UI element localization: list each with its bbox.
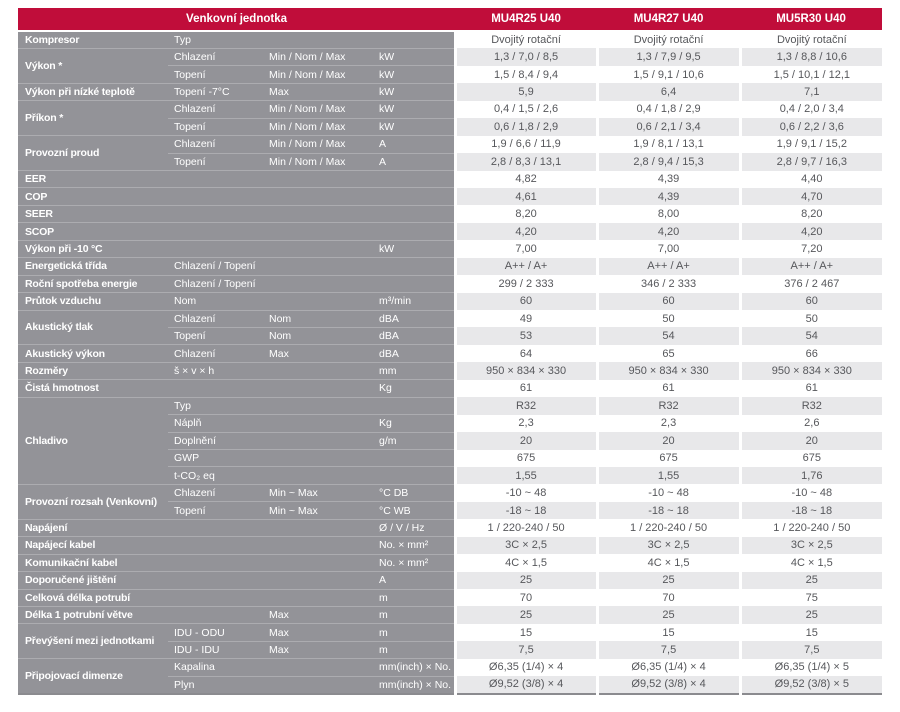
unit-cell: kW [373,101,455,118]
value-cell: -18 ~ 18 [597,502,740,519]
value-cell: 4,82 [455,171,597,188]
value-cell: 4C × 1,5 [597,554,740,571]
value-cell: 1,9 / 9,1 / 15,2 [740,136,882,153]
row-label: Komunikační kabel [18,554,373,571]
value-cell: 2,8 / 9,4 / 15,3 [597,153,740,170]
row-label: Provozní proud [18,136,168,171]
value-cell: 1 / 220-240 / 50 [455,519,597,536]
value-cell: 70 [597,589,740,606]
sub-label-cell: Nom [168,293,373,310]
value-cell: 75 [740,589,882,606]
unit-cell: Kg [373,415,455,432]
value-cell: 50 [597,310,740,327]
value-cell: 7,20 [740,240,882,257]
value-cell: A++ / A+ [740,258,882,275]
table-row [18,171,882,188]
table-row [18,240,882,257]
value-cell: 61 [455,380,597,397]
row-label: Doporučené jištění [18,572,373,589]
sub-label-cell: Min / Nom / Max [263,153,373,170]
sub-label-cell: Min / Nom / Max [263,118,373,135]
value-cell: 950 × 834 × 330 [740,362,882,379]
value-cell: Ø9,52 (3/8) × 4 [597,676,740,693]
value-cell: 1,55 [597,467,740,484]
value-cell: 299 / 2 333 [455,275,597,292]
sub-label-cell: Chlazení / Topení [168,258,455,275]
table-row [18,380,882,397]
value-cell: 7,00 [597,240,740,257]
unit-cell: kW [373,83,455,100]
table-row [18,83,882,100]
value-cell: 15 [597,624,740,641]
value-cell: 4,40 [740,171,882,188]
value-cell: 950 × 834 × 330 [597,362,740,379]
unit-cell: m [373,624,455,641]
value-cell: Ø9,52 (3/8) × 5 [740,676,882,693]
sub-label-cell: IDU - IDU [168,641,263,658]
value-cell: 7,00 [455,240,597,257]
sub-label-cell: Min / Nom / Max [263,66,373,83]
value-cell: 2,3 [455,415,597,432]
sub-label-cell: Min / Nom / Max [263,48,373,65]
value-cell: 7,5 [455,641,597,658]
unit-cell: A [373,153,455,170]
table-row [18,205,882,222]
row-label: Provozní rozsah (Venkovní) [18,484,168,519]
sub-label-cell: Topení [168,66,263,83]
value-cell: 675 [455,450,597,467]
model-column-header-2: MU4R27 U40 [597,8,740,31]
table-row [18,31,882,48]
value-cell: 7,1 [740,83,882,100]
value-cell: A++ / A+ [597,258,740,275]
value-cell: 7,5 [597,641,740,658]
value-cell: 0,6 / 2,2 / 3,6 [740,118,882,135]
table-row [18,258,882,275]
value-cell: 6,4 [597,83,740,100]
value-cell: 4,39 [597,188,740,205]
unit-cell: mm(inch) × No. [373,676,455,693]
value-cell: 1,3 / 7,0 / 8,5 [455,48,597,65]
value-cell: 53 [455,327,597,344]
value-cell: 61 [597,380,740,397]
row-label: Průtok vzduchu [18,293,168,310]
unit-cell: dBA [373,345,455,362]
value-cell: Dvojitý rotační [597,31,740,48]
table-row [18,484,882,501]
value-cell: 675 [597,450,740,467]
value-cell: 65 [597,345,740,362]
sub-label-cell: Max [263,624,373,641]
table-row [18,554,882,571]
value-cell: 50 [740,310,882,327]
unit-cell: m [373,641,455,658]
table-body [18,31,882,694]
value-cell: -18 ~ 18 [455,502,597,519]
value-cell: 1,76 [740,467,882,484]
value-cell: Ø6,35 (1/4) × 4 [455,659,597,676]
value-cell: 4,39 [597,171,740,188]
value-cell: 70 [455,589,597,606]
unit-cell: °C DB [373,484,455,501]
value-cell: -18 ~ 18 [740,502,882,519]
value-cell: 61 [740,380,882,397]
value-cell: 25 [455,572,597,589]
value-cell: 2,8 / 8,3 / 13,1 [455,153,597,170]
row-label: Energetická třída [18,258,168,275]
unit-cell: No. × mm² [373,554,455,571]
value-cell: 20 [740,432,882,449]
row-label: Výkon při nízké teplotě [18,83,168,100]
value-cell: 25 [597,606,740,623]
value-cell: 0,6 / 1,8 / 2,9 [455,118,597,135]
unit-cell: dBA [373,310,455,327]
value-cell: Dvojitý rotační [740,31,882,48]
table-row [18,345,882,362]
sub-label-cell: Nom [263,310,373,327]
row-label: Chladivo [18,397,168,484]
value-cell: 4,20 [740,223,882,240]
value-cell: 0,4 / 1,8 / 2,9 [597,101,740,118]
row-label: Napájecí kabel [18,537,373,554]
row-label: Akustický tlak [18,310,168,345]
value-cell: A++ / A+ [455,258,597,275]
unit-cell: Kg [373,380,455,397]
sub-label-cell: Plyn [168,676,373,693]
value-cell: 60 [597,293,740,310]
value-cell: 2,8 / 9,7 / 16,3 [740,153,882,170]
value-cell: 1,3 / 7,9 / 9,5 [597,48,740,65]
row-label: COP [18,188,455,205]
value-cell: -10 ~ 48 [740,484,882,501]
value-cell: R32 [740,397,882,414]
value-cell: 49 [455,310,597,327]
sub-label-cell: GWP [168,450,455,467]
value-cell: 8,00 [597,205,740,222]
unit-cell: mm(inch) × No. [373,659,455,676]
table-row [18,624,882,641]
value-cell: 0,4 / 2,0 / 3,4 [740,101,882,118]
row-label: Akustický výkon [18,345,168,362]
sub-label-cell: Nom [263,327,373,344]
unit-cell: kW [373,240,455,257]
unit-cell: No. × mm² [373,537,455,554]
value-cell: 4,70 [740,188,882,205]
value-cell: 64 [455,345,597,362]
value-cell: 25 [597,572,740,589]
unit-cell: A [373,572,455,589]
row-label: SCOP [18,223,455,240]
row-label: Napájení [18,519,373,536]
value-cell: 1,5 / 10,1 / 12,1 [740,66,882,83]
unit-cell: mm [373,362,455,379]
value-cell: 54 [740,327,882,344]
row-label: Převýšení mezi jednotkami [18,624,168,659]
sub-label-cell: Topení [168,118,263,135]
sub-label-cell: Min ~ Max [263,502,373,519]
value-cell: 2,6 [740,415,882,432]
value-cell: R32 [597,397,740,414]
table-row [18,293,882,310]
value-cell: Ø9,52 (3/8) × 4 [455,676,597,693]
table-row [18,275,882,292]
row-label: Výkon při -10 °C [18,240,373,257]
value-cell: 3C × 2,5 [597,537,740,554]
value-cell: 2,3 [597,415,740,432]
unit-cell: dBA [373,327,455,344]
value-cell: 15 [455,624,597,641]
model-column-header-3: MU5R30 U40 [740,8,882,31]
table-row [18,659,882,676]
table-row [18,48,882,65]
unit-cell: A [373,136,455,153]
value-cell: 1,3 / 8,8 / 10,6 [740,48,882,65]
row-label: Délka 1 potrubní větve [18,606,263,623]
value-cell: 1,9 / 8,1 / 13,1 [597,136,740,153]
value-cell: 8,20 [455,205,597,222]
table-title: Venkovní jednotka [18,8,455,31]
unit-cell: kW [373,118,455,135]
value-cell: 4,20 [455,223,597,240]
table-row [18,136,882,153]
value-cell: Ø6,35 (1/4) × 4 [597,659,740,676]
sub-label-cell: Chlazení [168,48,263,65]
spec-sheet [18,8,882,695]
table-row [18,188,882,205]
unit-cell: kW [373,66,455,83]
value-cell: 5,9 [455,83,597,100]
value-cell: 1,5 / 8,4 / 9,4 [455,66,597,83]
value-cell: 60 [740,293,882,310]
value-cell: 1,55 [455,467,597,484]
value-cell: 0,6 / 2,1 / 3,4 [597,118,740,135]
value-cell: 1,5 / 9,1 / 10,6 [597,66,740,83]
sub-label-cell: Typ [168,31,455,48]
table-row [18,572,882,589]
sub-label-cell: Chlazení [168,136,263,153]
unit-cell: °C WB [373,502,455,519]
value-cell: 1 / 220-240 / 50 [740,519,882,536]
value-cell: 1,9 / 6,6 / 11,9 [455,136,597,153]
row-label: Výkon * [18,48,168,83]
value-cell: 4C × 1,5 [740,554,882,571]
sub-label-cell: Chlazení [168,101,263,118]
value-cell: 15 [740,624,882,641]
unit-cell: m [373,606,455,623]
value-cell: R32 [455,397,597,414]
table-row [18,223,882,240]
value-cell: 1 / 220-240 / 50 [597,519,740,536]
sub-label-cell: IDU - ODU [168,624,263,641]
value-cell: 25 [740,572,882,589]
sub-label-cell: Min / Nom / Max [263,101,373,118]
value-cell: 0,4 / 1,5 / 2,6 [455,101,597,118]
value-cell: 4C × 1,5 [455,554,597,571]
value-cell: 3C × 2,5 [455,537,597,554]
sub-label-cell: Max [263,83,373,100]
row-label: Příkon * [18,101,168,136]
value-cell: 8,20 [740,205,882,222]
value-cell: 7,5 [740,641,882,658]
sub-label-cell: Min ~ Max [263,484,373,501]
row-label: Celková délka potrubí [18,589,373,606]
row-label: Roční spotřeba energie [18,275,168,292]
value-cell: 54 [597,327,740,344]
sub-label-cell: Min / Nom / Max [263,136,373,153]
value-cell: Dvojitý rotační [455,31,597,48]
sub-label-cell: Kapalina [168,659,373,676]
value-cell: Ø6,35 (1/4) × 5 [740,659,882,676]
table-row [18,310,882,327]
sub-label-cell: Topení [168,153,263,170]
value-cell: 25 [740,606,882,623]
row-label: Čistá hmotnost [18,380,373,397]
row-label: Rozměry [18,362,168,379]
value-cell: 20 [455,432,597,449]
value-cell: 3C × 2,5 [740,537,882,554]
table-row [18,362,882,379]
sub-label-cell: Typ [168,397,455,414]
value-cell: 950 × 834 × 330 [455,362,597,379]
model-column-header-1: MU4R25 U40 [455,8,597,31]
value-cell: -10 ~ 48 [455,484,597,501]
value-cell: 376 / 2 467 [740,275,882,292]
unit-cell: m³/min [373,293,455,310]
value-cell: 4,61 [455,188,597,205]
table-row [18,606,882,623]
value-cell: 4,20 [597,223,740,240]
unit-cell: m [373,589,455,606]
sub-label-cell: t-CO₂ eq [168,467,455,484]
table-row [18,589,882,606]
table-row [18,101,882,118]
sub-label-cell: Náplň [168,415,373,432]
sub-label-cell: Topení -7°C [168,83,263,100]
outdoor-unit-spec-table [18,8,882,695]
value-cell: 346 / 2 333 [597,275,740,292]
row-label: Kompresor [18,31,168,48]
sub-label-cell: Chlazení [168,345,263,362]
unit-cell: Ø / V / Hz [373,519,455,536]
value-cell: -10 ~ 48 [597,484,740,501]
value-cell: 25 [455,606,597,623]
unit-cell: g/m [373,432,455,449]
sub-label-cell: Max [263,606,373,623]
sub-label-cell: Topení [168,502,263,519]
sub-label-cell: Doplnění [168,432,373,449]
table-row [18,519,882,536]
sub-label-cell: Chlazení [168,484,263,501]
sub-label-cell: š × v × h [168,362,373,379]
unit-cell: kW [373,48,455,65]
value-cell: 675 [740,450,882,467]
value-cell: 66 [740,345,882,362]
row-label: SEER [18,205,455,222]
row-label: EER [18,171,455,188]
sub-label-cell: Max [263,345,373,362]
sub-label-cell: Chlazení / Topení [168,275,455,292]
table-row [18,397,882,414]
table-header-row [18,8,882,31]
value-cell: 20 [597,432,740,449]
row-label: Připojovací dimenze [18,659,168,694]
table-row [18,537,882,554]
value-cell: 60 [455,293,597,310]
sub-label-cell: Topení [168,327,263,344]
sub-label-cell: Max [263,641,373,658]
sub-label-cell: Chlazení [168,310,263,327]
